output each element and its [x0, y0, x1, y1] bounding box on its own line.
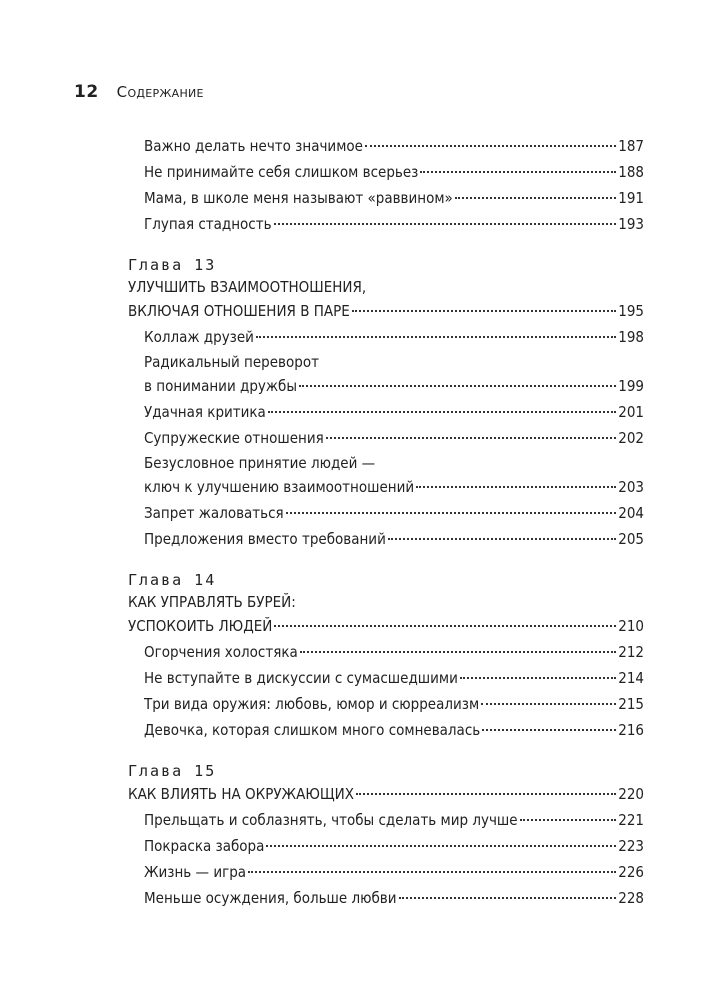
dot-leader: [352, 309, 616, 312]
toc-entry-title: Предложения вместо требований: [144, 530, 386, 548]
toc-entry: [128, 860, 644, 884]
toc-entry-page: 215: [618, 695, 644, 713]
dot-leader: [299, 384, 616, 387]
toc-entry-page: 193: [618, 215, 644, 233]
toc-entry-page: 201: [618, 403, 644, 421]
dot-leader: [482, 728, 616, 731]
toc-entry-title: Девочка, которая слишком много сомневалась: [144, 721, 481, 739]
toc-entry: [128, 501, 644, 525]
toc-entry: [128, 400, 644, 424]
toc-entry-page: 187: [618, 137, 644, 155]
toc-entry-page: 203: [618, 478, 644, 496]
toc-entry-page: 204: [618, 504, 644, 522]
toc-entry-title: Супружеские отношения: [144, 429, 324, 447]
dot-leader: [416, 485, 616, 488]
toc-entry-title: Не принимайте себя слишком всерьез: [144, 163, 419, 181]
toc-entry: [128, 834, 644, 858]
toc-entry-title-line: Безусловное принятие людей —: [144, 454, 376, 472]
chapter-label: Глава 14: [128, 571, 217, 589]
page-number: 12: [74, 82, 99, 102]
chapter-title-line: КАК ВЛИЯТЬ НА ОКРУЖАЮЩИХ: [128, 785, 354, 803]
toc-entry: [128, 212, 644, 236]
toc-entry-title: Огорчения холостяка: [144, 643, 298, 661]
chapter-title-line: ВКЛЮЧАЯ ОТНОШЕНИЯ В ПАРЕ: [128, 302, 350, 320]
chapter-page: 220: [618, 785, 644, 803]
toc-entry-title: Глупая стадность: [144, 215, 272, 233]
toc-entry: [128, 527, 644, 551]
dot-leader: [286, 511, 617, 514]
dot-leader: [460, 676, 616, 679]
toc-entry: [128, 718, 644, 742]
dot-leader: [300, 650, 616, 653]
chapter-title: КАК УПРАВЛЯТЬ БУРЕЙ:: [128, 593, 296, 611]
toc-entry: [128, 351, 644, 398]
toc-entry-title: Удачная критика: [144, 403, 266, 421]
dot-leader: [256, 335, 616, 338]
chapter-page: 195: [618, 302, 644, 320]
page-header: [74, 82, 204, 102]
chapter-title: УЛУЧШИТЬ ВЗАИМООТНОШЕНИЯ,: [128, 278, 367, 296]
dot-leader: [455, 196, 616, 199]
toc-entry: [128, 134, 644, 158]
page-title: Содержание: [116, 83, 204, 101]
table-of-contents: [128, 134, 644, 912]
toc-entry-page: 214: [618, 669, 644, 687]
toc-entry-page: 223: [618, 837, 644, 855]
toc-entry-title: Три вида оружия: любовь, юмор и сюрреализм: [144, 695, 480, 713]
toc-entry-page: 205: [618, 530, 644, 548]
dot-leader: [520, 818, 617, 821]
toc-entry-title: ключ к улучшению взаимоотношений: [144, 478, 415, 496]
toc-entry-page: 221: [618, 811, 644, 829]
chapter-title-entry: [128, 782, 644, 806]
toc-entry-title: Прельщать и соблазнять, чтобы сделать мир лучше: [144, 811, 518, 829]
toc-entry: [128, 426, 644, 450]
toc-entry-page: 212: [618, 643, 644, 661]
toc-entry-title: Коллаж друзей: [144, 328, 254, 346]
toc-entry-row: [144, 374, 644, 398]
chapter-page: 210: [618, 617, 644, 635]
toc-entry-page: 188: [618, 163, 644, 181]
chapter-label: Глава 15: [128, 762, 217, 780]
toc-entry-page: 202: [618, 429, 644, 447]
chapter-title-line: УСПОКОИТЬ ЛЮДЕЙ: [128, 617, 273, 635]
toc-entry: [128, 886, 644, 910]
dot-leader: [481, 702, 616, 705]
dot-leader: [365, 144, 616, 147]
dot-leader: [274, 222, 617, 225]
toc-entry-page: 216: [618, 721, 644, 739]
toc-entry-title: Меньше осуждения, больше любви: [144, 889, 397, 907]
toc-entry-title: Жизнь — игра: [144, 863, 247, 881]
toc-entry: [128, 666, 644, 690]
dot-leader: [248, 870, 616, 873]
dot-leader: [268, 410, 616, 413]
toc-entry-title: Не вступайте в дискуссии с сумасшедшими: [144, 669, 458, 687]
toc-entry-page: 198: [618, 328, 644, 346]
toc-entry: [128, 325, 644, 349]
chapter-title-entry: [128, 614, 644, 638]
toc-entry-title: в понимании дружбы: [144, 377, 298, 395]
dot-leader: [420, 170, 616, 173]
toc-entry: [128, 692, 644, 716]
toc-entry-title: Важно делать нечто значимое: [144, 137, 363, 155]
dot-leader: [326, 436, 616, 439]
toc-entry: [128, 808, 644, 832]
toc-entry-page: 191: [618, 189, 644, 207]
toc-entry-title: Мама, в школе меня называют «раввином»: [144, 189, 453, 207]
toc-entry-title: Покраска забора: [144, 837, 265, 855]
toc-entry-page: 228: [618, 889, 644, 907]
dot-leader: [266, 844, 616, 847]
dot-leader: [356, 792, 616, 795]
toc-entry: [128, 640, 644, 664]
toc-entry-page: 226: [618, 863, 644, 881]
toc-entry-title-line: Радикальный переворот: [144, 353, 319, 371]
toc-entry: [128, 452, 644, 499]
toc-entry-row: [144, 475, 644, 499]
toc-entry-title: Запрет жаловаться: [144, 504, 284, 522]
chapter-label: Глава 13: [128, 256, 217, 274]
dot-leader: [399, 896, 617, 899]
toc-entry-page: 199: [618, 377, 644, 395]
toc-entry: [128, 186, 644, 210]
dot-leader: [274, 624, 616, 627]
chapter-title-entry: [128, 299, 644, 323]
dot-leader: [388, 537, 616, 540]
toc-entry: [128, 160, 644, 184]
